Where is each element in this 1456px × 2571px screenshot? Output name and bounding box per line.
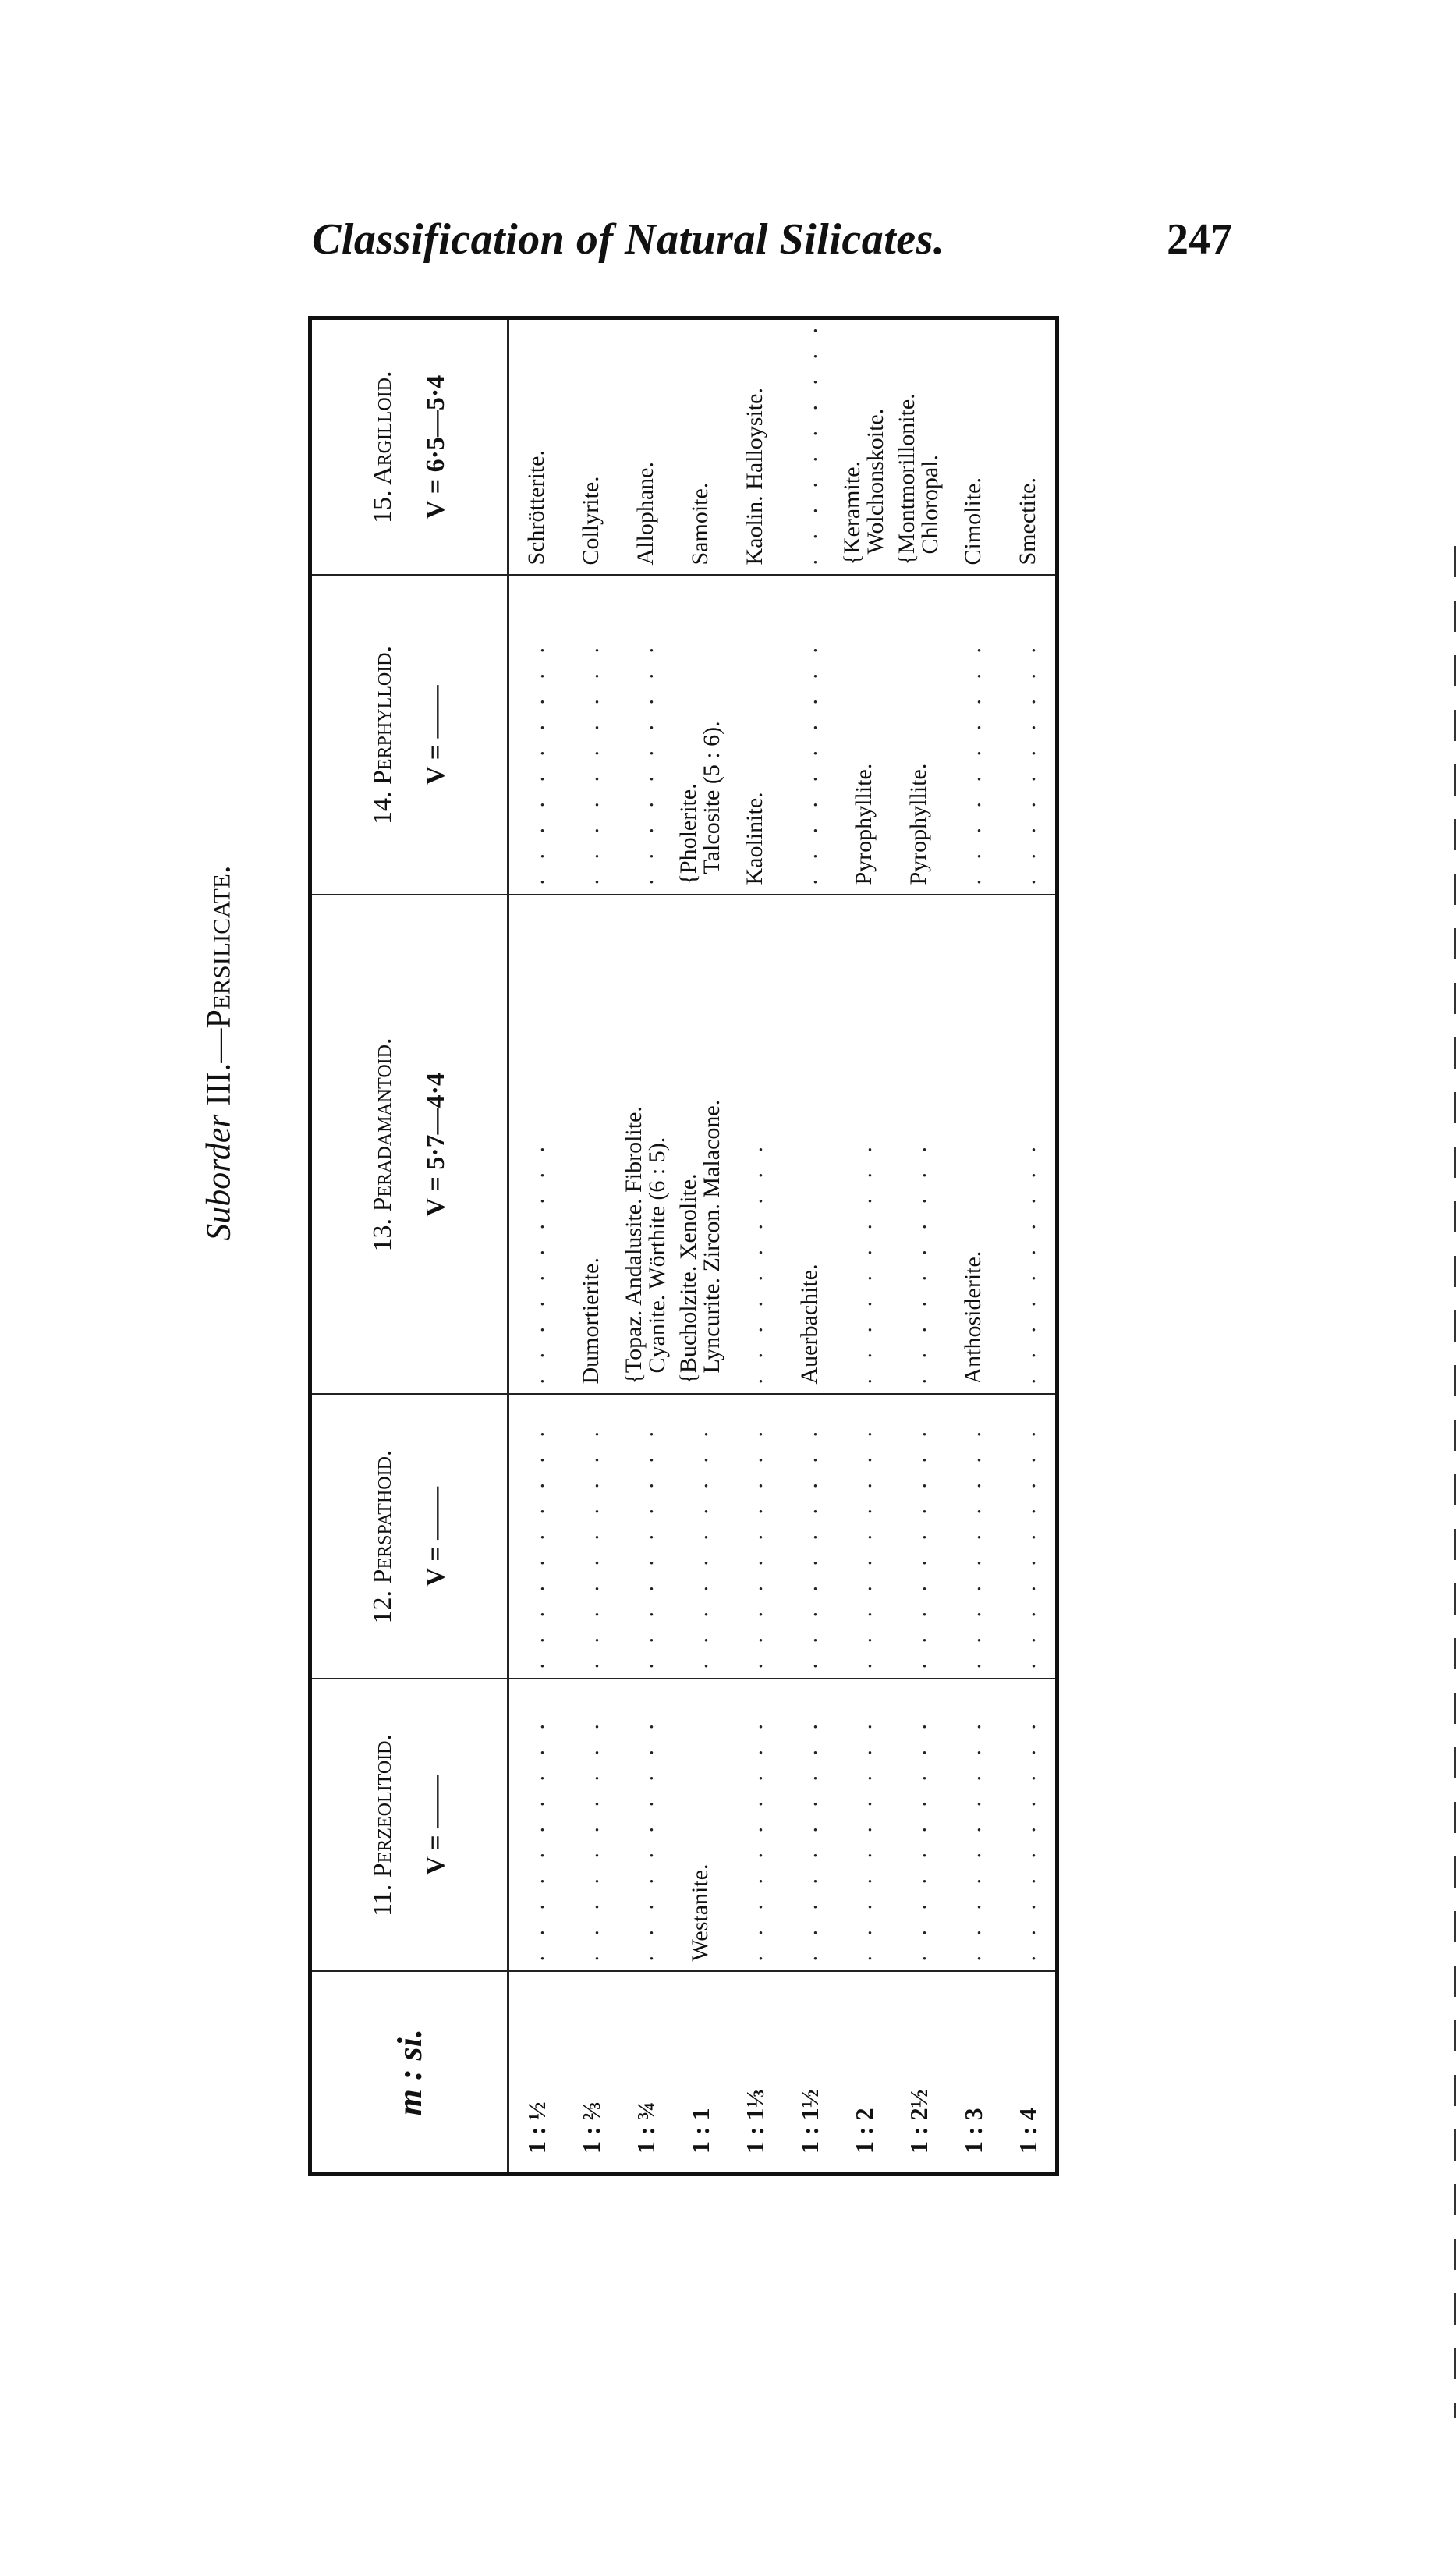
dot-leader: . . . . . . . . . . [851, 1717, 877, 1962]
mineral-cell [946, 318, 1001, 576]
mineral-cell [837, 318, 891, 576]
mineral-name: Schrötterite. [523, 450, 549, 566]
table-row [728, 318, 782, 2175]
ratio-cell: 1 : ¾ [618, 1972, 673, 2175]
ratio-cell: 1 : 1½ [782, 1972, 837, 2175]
mineral-cell [508, 318, 565, 576]
dot-leader: . . . . . . . . . . [523, 1140, 549, 1385]
ratio-cell: 1 : 2½ [891, 1972, 946, 2175]
dot-leader: . . . . . . . . . . [960, 1424, 986, 1669]
page-header [312, 215, 1232, 277]
dot-leader: . . . . . . . . . . [632, 1717, 658, 1962]
column-name: 14. Perphylloid. [368, 645, 397, 825]
dot-leader: . . . . . . . . . . [687, 1424, 713, 1669]
column-header-perzeolitoid [310, 1679, 508, 1972]
column-volume: V = —— [421, 1486, 450, 1587]
mineral-name: Smectite. [1015, 477, 1040, 566]
column-name: 13. Peradamantoid. [368, 1037, 397, 1252]
mineral-name: {Topaz. Andalusite. Fibrolite. [621, 1106, 647, 1385]
dot-leader: . . . . . . . . . . [578, 640, 604, 885]
suborder-title: III.—Persilicate. [199, 865, 238, 1106]
table-body [508, 318, 1057, 2175]
mineral-cell [508, 1679, 565, 1972]
mineral-cell [673, 318, 728, 576]
column-name: 15. Argilloid. [368, 371, 397, 523]
mineral-cell [1001, 576, 1057, 895]
mineral-cell [564, 895, 618, 1395]
mineral-cell [782, 895, 837, 1395]
mineral-cell [891, 1395, 946, 1679]
mineral-cell [837, 576, 891, 895]
mineral-cell [946, 1679, 1001, 1972]
column-volume: V = —— [421, 685, 450, 785]
ratio-cell: 1 : 3 [946, 1972, 1001, 2175]
dot-leader: . . . . . . . . . . [851, 1140, 877, 1385]
dot-leader: . . . . . . . . . . [796, 640, 822, 885]
column-volume: V = 6·5—5·4 [421, 374, 450, 520]
dot-leader: . . . . . . . . . . [523, 1424, 549, 1669]
column-volume: V = 5·7—4·4 [421, 1073, 450, 1217]
ratio-cell: 1 : 4 [1001, 1972, 1057, 2175]
mineral-cell [564, 1679, 618, 1972]
mineral-name: Kaolin. Halloysite. [742, 388, 767, 566]
dot-leader: . . . . . . . . . . [905, 1140, 931, 1385]
mineral-cell [564, 576, 618, 895]
column-header-peradamantoid [310, 895, 508, 1395]
table-row [564, 318, 618, 2175]
rotated-table-wrapper [308, 320, 1057, 2176]
mineral-cell [946, 576, 1001, 895]
mineral-name: Samoite. [687, 482, 713, 566]
mineral-name: Kaolinite. [742, 792, 767, 885]
page-number: 247 [1167, 215, 1232, 264]
mineral-name: Pyrophyllite. [851, 763, 877, 885]
mineral-cell [891, 1679, 946, 1972]
mineral-name: {Pholerite. [675, 783, 701, 885]
table-header-row [310, 318, 508, 2175]
mineral-name: Talcosite (5 : 6). [699, 721, 724, 874]
mineral-cell [946, 1395, 1001, 1679]
dot-leader: . . . . . . . . . . [578, 1424, 604, 1669]
ratio-cell: 1 : ½ [508, 1972, 565, 2175]
mineral-name: Lyncurite. Zircon. Malacone. [699, 1099, 724, 1374]
dot-leader: . . . . . . . . . . [851, 1424, 877, 1669]
mineral-cell [618, 1395, 673, 1679]
mineral-cell [564, 1395, 618, 1679]
mineral-cell [891, 576, 946, 895]
mineral-cell [618, 318, 673, 576]
mineral-name: {Keramite. [839, 460, 865, 566]
table-row [782, 318, 837, 2175]
mineral-name: Wolchonskoite. [863, 408, 888, 555]
dot-leader: . . . . . . . . . . [960, 1717, 986, 1962]
mineral-cell [673, 895, 728, 1395]
mineral-name: Cyanite. Wörthite (6 : 5). [644, 1137, 670, 1374]
mineral-cell [837, 1395, 891, 1679]
table-row [891, 318, 946, 2175]
table-row [946, 318, 1001, 2175]
dot-leader: . . . . . . . . . . [960, 640, 986, 885]
mineral-cell [782, 1679, 837, 1972]
suborder-prefix: Suborder [199, 1114, 238, 1241]
ratio-cell: 1 : 1 [673, 1972, 728, 2175]
ratio-column-header: m : si. [310, 1972, 508, 2175]
column-volume: V = —— [421, 1775, 450, 1876]
mineral-cell [1001, 318, 1057, 576]
ratio-cell: 1 : ⅔ [564, 1972, 618, 2175]
mineral-cell [891, 895, 946, 1395]
mineral-cell [837, 1679, 891, 1972]
column-header-perspathoid [310, 1395, 508, 1679]
dot-leader: . . . . . . . . . . [1015, 1717, 1040, 1962]
mineral-cell [673, 576, 728, 895]
classification-table [308, 316, 1059, 2176]
mineral-cell [891, 318, 946, 576]
dot-leader: . . . . . . . . . . [1015, 640, 1040, 885]
table-row [673, 318, 728, 2175]
mineral-cell [1001, 895, 1057, 1395]
dot-leader: . . . . . . . . . . [578, 1717, 604, 1962]
mineral-cell [728, 895, 782, 1395]
dot-leader: . . . . . . . . . . [523, 1717, 549, 1962]
mineral-name: Pyrophyllite. [905, 763, 931, 885]
ratio-cell: 1 : 2 [837, 1972, 891, 2175]
mineral-name: Chloropal. [917, 455, 943, 555]
mineral-name: Westanite. [687, 1864, 713, 1962]
mineral-name: {Bucholzite. Xenolite. [675, 1173, 701, 1385]
mineral-name: Auerbachite. [796, 1264, 822, 1385]
mineral-cell [618, 576, 673, 895]
mineral-name: Anthosiderite. [960, 1250, 986, 1385]
mineral-cell [673, 1679, 728, 1972]
dot-leader: . . . . . . . . . . [632, 1424, 658, 1669]
dot-leader: . . . . . . . . . . [742, 1717, 767, 1962]
dot-leader: . . . . . . . . . . [1015, 1424, 1040, 1669]
dot-leader: . . . . . . . . . . [796, 1717, 822, 1962]
mineral-cell [618, 1679, 673, 1972]
mineral-name: Collyrite. [578, 476, 604, 566]
column-name: 12. Perspathoid. [368, 1449, 397, 1624]
suborder-heading [199, 865, 239, 1241]
column-name: 11. Perzeolitoid. [368, 1734, 397, 1917]
dot-leader: . . . . . . . . . . [905, 1424, 931, 1669]
table-row [837, 318, 891, 2175]
mineral-cell [782, 1395, 837, 1679]
column-header-argilloid [310, 318, 508, 576]
dot-leader: . . . . . . . . . . [632, 640, 658, 885]
mineral-name: Dumortierite. [578, 1257, 604, 1385]
mineral-cell [946, 895, 1001, 1395]
mineral-cell [508, 895, 565, 1395]
mineral-cell [728, 1679, 782, 1972]
dot-leader: . . . . . . . . . . [796, 1424, 822, 1669]
mineral-cell [564, 318, 618, 576]
mineral-name: Cimolite. [960, 477, 986, 566]
mineral-cell [1001, 1395, 1057, 1679]
mineral-name: Allophane. [632, 462, 658, 566]
mineral-cell [673, 1395, 728, 1679]
mineral-cell [728, 1395, 782, 1679]
table-row [1001, 318, 1057, 2175]
dot-leader: . . . . . . . . . . [1015, 1140, 1040, 1385]
table-row [618, 318, 673, 2175]
column-header-perphylloid [310, 576, 508, 895]
dot-leader: . . . . . . . . . . [523, 640, 549, 885]
mineral-cell [782, 576, 837, 895]
mineral-cell [1001, 1679, 1057, 1972]
mineral-name: {Montmorillonite. [894, 393, 919, 566]
table-row [508, 318, 565, 2175]
mineral-cell [837, 895, 891, 1395]
mineral-cell [618, 895, 673, 1395]
mineral-cell [782, 318, 837, 576]
mineral-cell [508, 576, 565, 895]
dot-leader: . . . . . . . . . . [742, 1140, 767, 1385]
page-title: Classification of Natural Silicates. [312, 215, 945, 264]
dot-leader: . . . . . . . . . . [742, 1424, 767, 1669]
mineral-cell [728, 576, 782, 895]
ratio-cell: 1 : 1⅓ [728, 1972, 782, 2175]
dot-leader: . . . . . . . . . . [796, 321, 822, 566]
dot-leader: . . . . . . . . . . [905, 1717, 931, 1962]
mineral-cell [508, 1395, 565, 1679]
mineral-cell [728, 318, 782, 576]
